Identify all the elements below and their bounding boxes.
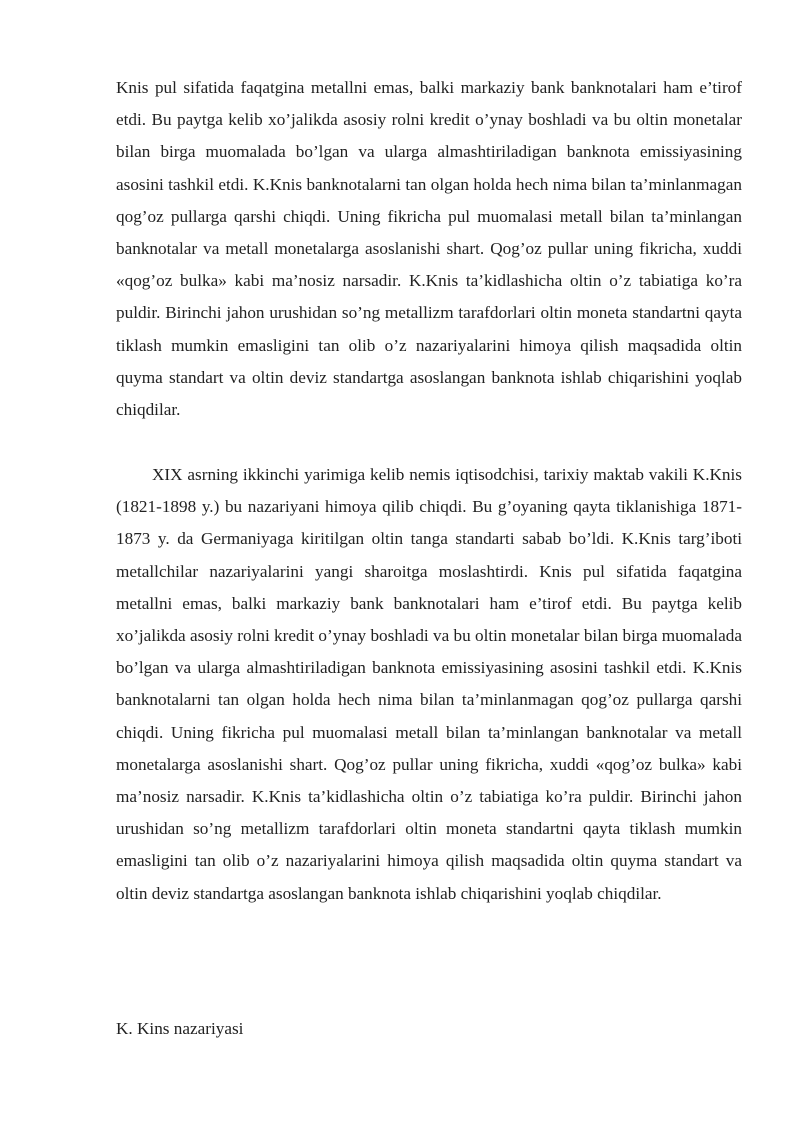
paragraph-1: Knis pul sifatida faqatgina metallni emas, balki markaziy bank banknotalari ham e’tirof etdi. Bu paytga kelib xo’jalikda asosiy rolni kredit o’ynay boshladi va bu oltin monetalar bilan birga muomalada bo’lgan va ularga almashtiriladigan banknota emissiyasining asosini tashkil etdi. K.Knis banknotalarni tan olgan holda hech nima bilan ta’minlanmagan qog’oz pullarga qarshi chiqdi. Uning fikricha pul muomalasi metall bilan ta’minlangan banknotalar va metall monetalarga asoslanishi shart. Qog’oz pullar uning fikricha, xuddi «qog’oz bulka» kabi ma’nosiz narsadir. K.Knis ta’kidlashicha oltin o’z tabiatiga ko’ra puldir. Birinchi jahon urushidan so’ng metallizm tarafdorlari oltin moneta standartni qayta tiklash mumkin emasligini tan olib o’z nazariyalarini himoya qilish maqsadida oltin quyma standart va oltin deviz standartga asoslangan banknota ishlab chiqarishini yoqlab chiqdilar. (116, 78, 742, 420)
paragraph-block-2 (116, 459, 742, 910)
paragraph-2: XIX asrning ikkinchi yarimiga kelib nemis iqtisodchisi, tarixiy maktab vakili K.Knis (1821-1898 y.) bu nazariyani himoya qilib chiqdi. Bu g’oyaning qayta tiklanishiga 1871-1873 y. da Germaniyaga kiritilgan oltin tanga standarti sabab bo’ldi. K.Knis targ’iboti metallchilar nazariyalarini yangi sharoitga moslashtirdi. Knis pul sifatida faqatgina metallni emas, balki markaziy bank banknotalari ham e’tirof etdi. Bu paytga kelib xo’jalikda asosiy rolni kredit o’ynay boshladi va bu oltin monetalar bilan birga muomalada bo’lgan va ularga almashtiriladigan banknota emissiyasining asosini tashkil etdi. K.Knis banknotalarni tan olgan holda hech nima bilan ta’minlanmagan qog’oz pullarga qarshi chiqdi. Uning fikricha pul muomalasi metall bilan ta’minlangan banknotalar va metall monetalarga asoslanishi shart. Qog’oz pullar uning fikricha, xuddi «qog’oz bulka» kabi ma’nosiz narsadir. K.Knis ta’kidlashicha oltin o’z tabiatiga ko’ra puldir. Birinchi jahon urushidan so’ng metallizm tarafdorlari oltin moneta standartni qayta tiklash mumkin emasligini tan olib o’z nazariyalarini himoya qilish maqsadida oltin quyma standart va oltin deviz standartga asoslangan banknota ishlab chiqarishini yoqlab chiqdilar. (116, 465, 742, 903)
section-heading: K. Kins nazariyasi (116, 1019, 244, 1038)
paragraph-block-1 (116, 72, 742, 426)
